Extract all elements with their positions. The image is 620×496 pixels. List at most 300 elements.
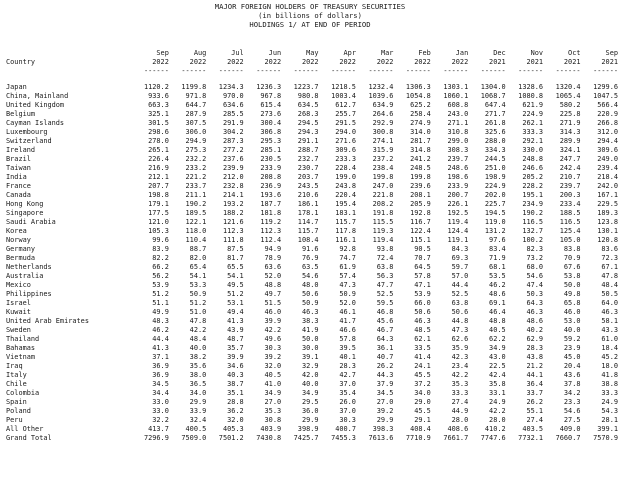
table-row [0, 110, 620, 119]
value-cell: 198.9 [484, 173, 506, 181]
value-cell: 403.5 [522, 425, 544, 433]
value-cell: 398.3 [372, 425, 394, 433]
value-cell: 125.4 [559, 227, 581, 235]
value-cell: 119.0 [484, 218, 506, 226]
table-row [0, 362, 620, 371]
value-cell: 99.6 [152, 236, 169, 244]
year-header: 2022 [152, 58, 169, 66]
value-cell: 48.4 [189, 335, 207, 343]
value-cell: 24.1 [414, 362, 431, 370]
value-cell: 246.6 [522, 164, 544, 172]
value-cell: 261.8 [484, 119, 506, 127]
value-cell: 248.5 [410, 164, 431, 172]
value-cell: 121.6 [222, 218, 244, 226]
value-cell: 30.0 [301, 344, 319, 352]
value-cell: 112.3 [260, 227, 282, 235]
value-cell: 35.7 [227, 344, 244, 352]
country-cell: Saudi Arabia [6, 218, 56, 226]
value-cell: 34.6 [227, 362, 244, 370]
value-cell: 34.0 [414, 389, 431, 397]
country-cell: Iraq [6, 362, 23, 370]
value-cell: 45.2 [601, 353, 618, 361]
value-cell: 288.0 [484, 137, 506, 145]
table-row [0, 254, 620, 263]
country-header-spacer [0, 49, 133, 58]
month-header: Jan [455, 49, 469, 57]
value-cell: 192.5 [447, 209, 469, 217]
year-header: 2021 [601, 58, 618, 66]
value-cell: 292.9 [372, 119, 394, 127]
country-cell: Bermuda [6, 254, 36, 262]
value-cell: 48.6 [526, 317, 544, 325]
table-row [0, 308, 620, 317]
value-cell: 37.0 [339, 380, 356, 388]
value-cell: 33.3 [601, 389, 618, 397]
value-cell: 281.7 [410, 137, 431, 145]
dash-separator: ------ [256, 67, 282, 75]
value-cell: 46.7 [376, 326, 394, 334]
value-cell: 7455.3 [331, 434, 356, 442]
table-row [0, 137, 620, 146]
dash-separator: ------ [143, 67, 169, 75]
dash-spacer [0, 67, 133, 76]
value-cell: 26.2 [526, 398, 544, 406]
month-header: May [306, 49, 319, 57]
value-cell: 33.1 [489, 389, 506, 397]
value-cell: 200.7 [447, 191, 469, 199]
value-cell: 23.9 [563, 344, 581, 352]
value-cell: 64.5 [414, 263, 431, 271]
value-cell: 32.2 [152, 416, 169, 424]
value-cell: 7501.2 [218, 434, 244, 442]
table-row [0, 398, 620, 407]
country-cell: Ireland [6, 146, 36, 154]
value-cell: 119.3 [372, 227, 394, 235]
value-cell: 44.9 [451, 407, 469, 415]
value-cell: 28.0 [451, 416, 469, 424]
value-cell: 271.6 [335, 137, 356, 145]
year-header: 2022 [451, 58, 469, 66]
value-cell: 18.0 [601, 362, 618, 370]
value-cell: 46.1 [339, 308, 356, 316]
value-cell: 224.9 [522, 110, 544, 118]
value-cell: 242.4 [559, 164, 581, 172]
value-cell: 7570.9 [593, 434, 618, 442]
value-cell: 39.9 [227, 353, 244, 361]
value-cell: 34.9 [489, 344, 506, 352]
country-header: Country [6, 58, 36, 66]
value-cell: 255.7 [335, 110, 356, 118]
value-cell: 244.5 [484, 155, 506, 163]
value-cell: 116.5 [522, 218, 544, 226]
value-cell: 1223.7 [293, 83, 319, 91]
value-cell: 7660.7 [555, 434, 581, 442]
value-cell: 258.4 [410, 110, 431, 118]
value-cell: 36.2 [227, 407, 244, 415]
value-cell: 46.3 [526, 308, 544, 316]
value-cell: 32.0 [264, 362, 282, 370]
value-cell: 224.9 [484, 182, 506, 190]
value-cell: 63.5 [301, 263, 319, 271]
value-cell: 112.3 [222, 227, 244, 235]
value-cell: 403.9 [260, 425, 282, 433]
value-cell: 27.4 [451, 398, 469, 406]
value-cell: 44.4 [152, 335, 169, 343]
value-cell: 400.7 [335, 425, 356, 433]
value-cell: 35.8 [489, 380, 506, 388]
value-cell: 221.2 [185, 173, 207, 181]
table-row [0, 299, 620, 308]
value-cell: 230.5 [260, 155, 282, 163]
value-cell: 23.4 [451, 362, 469, 370]
value-cell: 76.9 [301, 254, 319, 262]
country-cell: Hong Kong [6, 200, 44, 208]
value-cell: 57.8 [339, 335, 356, 343]
value-cell: 115.1 [410, 236, 431, 244]
value-cell: 84.3 [451, 245, 469, 253]
value-cell: 621.9 [522, 101, 544, 109]
table-row [0, 146, 620, 155]
value-cell: 242.0 [597, 182, 618, 190]
value-cell: 40.5 [264, 371, 282, 379]
country-cell: Poland [6, 407, 31, 415]
country-cell: Germany [6, 245, 36, 253]
value-cell: 63.6 [264, 263, 282, 271]
country-cell: Belgium [6, 110, 36, 118]
value-cell: 334.3 [484, 146, 506, 154]
value-cell: 119.1 [447, 236, 469, 244]
value-cell: 325.1 [148, 110, 169, 118]
value-cell: 35.3 [451, 380, 469, 388]
value-cell: 405.3 [222, 425, 244, 433]
value-cell: 314.8 [410, 146, 431, 154]
value-cell: 233.4 [559, 200, 581, 208]
value-cell: 1304.0 [480, 83, 506, 91]
value-cell: 309.6 [335, 146, 356, 154]
value-cell: 398.9 [297, 425, 319, 433]
value-cell: 179.1 [148, 200, 169, 208]
value-cell: 33.0 [152, 407, 169, 415]
value-cell: 29.1 [414, 416, 431, 424]
value-cell: 41.7 [339, 317, 356, 325]
value-cell: 239.4 [597, 164, 618, 172]
value-cell: 178.1 [297, 209, 319, 217]
year-header-row [0, 58, 620, 67]
value-cell: 50.6 [414, 308, 431, 316]
month-header: Feb [418, 49, 431, 57]
value-cell: 37.9 [376, 380, 394, 388]
value-cell: 63.8 [376, 263, 394, 271]
value-cell: 67.6 [563, 263, 581, 271]
value-cell: 192.8 [410, 209, 431, 217]
value-cell: 46.4 [489, 308, 506, 316]
month-header: Jun [268, 49, 282, 57]
value-cell: 413.7 [148, 425, 169, 433]
value-cell: 37.8 [563, 380, 581, 388]
value-cell: 42.7 [339, 371, 356, 379]
value-cell: 41.3 [227, 317, 244, 325]
value-cell: 42.0 [301, 371, 319, 379]
country-cell: Peru [6, 416, 23, 424]
value-cell: 301.5 [148, 119, 169, 127]
value-cell: 238.4 [372, 164, 394, 172]
value-cell: 28.3 [526, 344, 544, 352]
value-cell: 43.3 [601, 326, 618, 334]
table-row [0, 128, 620, 137]
month-header: Nov [530, 49, 544, 57]
value-cell: 51.0 [189, 308, 207, 316]
value-cell: 29.5 [301, 398, 319, 406]
value-cell: 243.0 [447, 110, 469, 118]
value-cell: 32.0 [227, 416, 244, 424]
value-cell: 43.0 [489, 353, 506, 361]
value-cell: 87.5 [227, 245, 244, 253]
value-cell: 83.9 [152, 245, 169, 253]
table-row [0, 380, 620, 389]
value-cell: 24.9 [601, 398, 618, 406]
value-cell: 199.8 [410, 173, 431, 181]
value-cell: 50.9 [339, 290, 356, 298]
value-cell: 54.3 [601, 407, 618, 415]
value-cell: 40.3 [227, 371, 244, 379]
value-cell: 190.2 [185, 200, 207, 208]
value-cell: 39.9 [264, 317, 282, 325]
value-cell: 38.8 [601, 380, 618, 388]
value-cell: 53.3 [189, 281, 207, 289]
value-cell: 68.1 [489, 263, 506, 271]
value-cell: 233.9 [447, 182, 469, 190]
country-cell: Grand Total [6, 434, 52, 442]
table-row [0, 209, 620, 218]
dash-separator: ------ [480, 67, 506, 75]
value-cell: 325.6 [484, 128, 506, 136]
value-cell: 294.3 [297, 128, 319, 136]
country-cell: Netherlands [6, 263, 52, 271]
value-cell: 46.2 [152, 326, 169, 334]
value-cell: 188.2 [222, 209, 244, 217]
value-cell: 64.3 [376, 335, 394, 343]
value-cell: 49.8 [563, 290, 581, 298]
value-cell: 65.5 [227, 263, 244, 271]
value-cell: 49.9 [152, 308, 169, 316]
year-header: 2022 [189, 58, 207, 66]
value-cell: 47.1 [414, 281, 431, 289]
table-row [0, 236, 620, 245]
value-cell: 49.5 [227, 281, 244, 289]
value-cell: 64.3 [526, 299, 544, 307]
value-cell: 41.8 [601, 371, 618, 379]
country-cell: All Other [6, 425, 44, 433]
value-cell: 198.8 [148, 191, 169, 199]
value-cell: 70.7 [414, 254, 431, 262]
value-cell: 408.6 [447, 425, 469, 433]
value-cell: 42.4 [489, 371, 506, 379]
value-cell: 51.2 [189, 299, 207, 307]
dash-separator: ------ [181, 67, 207, 75]
holdings-rows [0, 83, 620, 443]
value-cell: 50.9 [301, 299, 319, 307]
value-cell: 216.9 [148, 164, 169, 172]
year-header: 2022 [339, 58, 356, 66]
value-cell: 194.5 [484, 209, 506, 217]
value-cell: 42.2 [264, 326, 282, 334]
value-cell: 90.5 [414, 245, 431, 253]
country-cell: Cayman Islands [6, 119, 65, 127]
value-cell: 54.6 [301, 272, 319, 280]
value-cell: 72.3 [601, 254, 618, 262]
value-cell: 66.2 [152, 263, 169, 271]
value-cell: 277.2 [222, 146, 244, 154]
value-cell: 41.0 [264, 380, 282, 388]
value-cell: 35.4 [339, 389, 356, 397]
month-header: Dec [493, 49, 506, 57]
value-cell: 274.9 [410, 119, 431, 127]
value-cell: 193.6 [260, 191, 282, 199]
value-cell: 324.1 [559, 146, 581, 154]
dash-separator-row [0, 67, 620, 76]
country-cell: Kuwait [6, 308, 31, 316]
value-cell: 243.5 [297, 182, 319, 190]
value-cell: 1218.5 [331, 83, 356, 91]
value-cell: 74.7 [339, 254, 356, 262]
value-cell: 644.7 [185, 101, 207, 109]
value-cell: 234.9 [522, 200, 544, 208]
value-cell: 187.7 [260, 200, 282, 208]
year-header: 2022 [301, 58, 319, 66]
value-cell: 239.6 [410, 182, 431, 190]
country-cell: Thailand [6, 335, 40, 343]
value-cell: 115.5 [372, 218, 394, 226]
value-cell: 205.2 [522, 173, 544, 181]
value-cell: 233.7 [185, 182, 207, 190]
value-cell: 65.8 [563, 299, 581, 307]
value-cell: 306.0 [185, 128, 207, 136]
value-cell: 239.9 [222, 164, 244, 172]
table-row [0, 92, 620, 101]
value-cell: 933.6 [148, 92, 169, 100]
value-cell: 35.1 [227, 389, 244, 397]
value-cell: 53.8 [563, 272, 581, 280]
value-cell: 69.3 [451, 254, 469, 262]
value-cell: 1060.1 [443, 92, 469, 100]
table-row [0, 371, 620, 380]
value-cell: 92.8 [339, 245, 356, 253]
value-cell: 110.4 [185, 236, 207, 244]
value-cell: 48.6 [489, 290, 506, 298]
value-cell: 218.4 [597, 173, 618, 181]
country-cell: Colombia [6, 389, 40, 397]
country-cell: France [6, 182, 31, 190]
value-cell: 32.9 [301, 362, 319, 370]
value-cell: 220.4 [335, 191, 356, 199]
value-cell: 271.9 [559, 119, 581, 127]
value-cell: 410.2 [484, 425, 506, 433]
year-header: 2022 [414, 58, 431, 66]
value-cell: 33.0 [152, 398, 169, 406]
value-cell: 291.5 [335, 119, 356, 127]
value-cell: 34.5 [376, 389, 394, 397]
value-cell: 42.3 [451, 353, 469, 361]
table-row [0, 344, 620, 353]
value-cell: 82.0 [189, 254, 207, 262]
value-cell: 57.4 [339, 272, 356, 280]
value-cell: 312.0 [597, 128, 618, 136]
value-cell: 49.4 [227, 308, 244, 316]
value-cell: 33.5 [414, 344, 431, 352]
value-cell: 289.9 [559, 137, 581, 145]
value-cell: 45.6 [376, 317, 394, 325]
country-cell: Spain [6, 398, 27, 406]
value-cell: 612.7 [335, 101, 356, 109]
value-cell: 306.8 [260, 128, 282, 136]
table-row [0, 407, 620, 416]
value-cell: 37.2 [414, 380, 431, 388]
table-row [0, 434, 620, 443]
value-cell: 30.8 [264, 416, 282, 424]
value-cell: 66.0 [414, 299, 431, 307]
value-cell: 24.9 [489, 398, 506, 406]
value-cell: 233.3 [335, 155, 356, 163]
value-cell: 83.4 [489, 245, 506, 253]
value-cell: 34.4 [152, 389, 169, 397]
value-cell: 274.1 [372, 137, 394, 145]
value-cell: 52.5 [451, 290, 469, 298]
value-cell: 233.2 [185, 164, 207, 172]
value-cell: 1047.5 [593, 92, 618, 100]
value-cell: 115.7 [335, 218, 356, 226]
table-row [0, 263, 620, 272]
value-cell: 177.5 [148, 209, 169, 217]
value-cell: 22.5 [489, 362, 506, 370]
value-cell: 210.7 [559, 173, 581, 181]
value-cell: 34.9 [301, 389, 319, 397]
value-cell: 7710.9 [405, 434, 431, 442]
value-cell: 50.9 [189, 290, 207, 298]
value-cell: 980.8 [297, 92, 319, 100]
year-header: 2022 [264, 58, 282, 66]
value-cell: 273.6 [260, 110, 282, 118]
value-cell: 304.2 [222, 128, 244, 136]
value-cell: 53.0 [563, 317, 581, 325]
value-cell: 62.2 [489, 335, 506, 343]
value-cell: 239.7 [559, 182, 581, 190]
value-cell: 48.5 [414, 326, 431, 334]
value-cell: 117.8 [335, 227, 356, 235]
value-cell: 100.2 [522, 236, 544, 244]
value-cell: 203.7 [297, 173, 319, 181]
value-cell: 41.9 [301, 326, 319, 334]
value-cell: 275.3 [185, 146, 207, 154]
value-cell: 123.8 [597, 218, 618, 226]
value-cell: 43.9 [227, 326, 244, 334]
value-cell: 73.2 [526, 254, 544, 262]
value-cell: 38.2 [189, 353, 207, 361]
value-cell: 52.0 [264, 272, 282, 280]
month-header: Apr [343, 49, 356, 57]
value-cell: 190.2 [522, 209, 544, 217]
value-cell: 57.0 [451, 272, 469, 280]
table-row [0, 326, 620, 335]
value-cell: 23.3 [563, 398, 581, 406]
value-cell: 251.0 [484, 164, 506, 172]
value-cell: 291.1 [297, 137, 319, 145]
value-cell: 1303.1 [443, 83, 469, 91]
value-cell: 202.0 [484, 191, 506, 199]
value-cell: 47.7 [376, 281, 394, 289]
value-cell: 34.2 [563, 389, 581, 397]
country-cell: Bahamas [6, 344, 36, 352]
value-cell: 59.2 [563, 335, 581, 343]
